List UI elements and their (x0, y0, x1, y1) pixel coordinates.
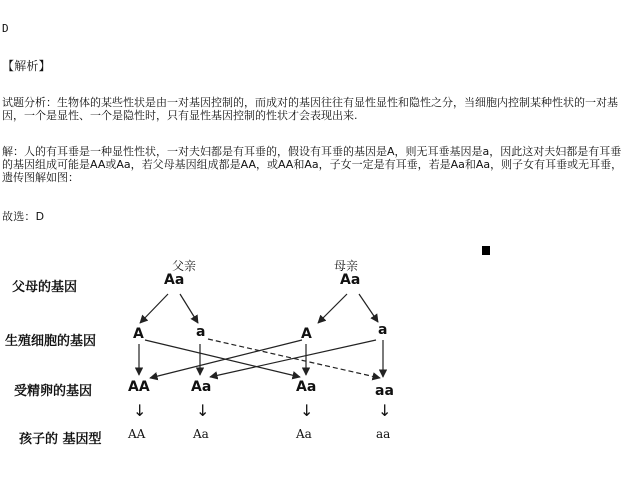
zygote-Aa-2: Aa (296, 379, 317, 395)
down-arrow-icon: ↓ (378, 401, 392, 420)
zygote-aa: aa (375, 383, 394, 399)
line-fA-to-Aa3 (145, 340, 300, 377)
row-label-children: 孩子的 基因型 (19, 432, 102, 447)
row-label-gametes: 生殖细胞的基因 (5, 334, 97, 349)
mother-gamete-a: a (378, 322, 388, 338)
down-arrow-icon: ↓ (300, 401, 314, 420)
child-genotype-AA: AA (128, 427, 146, 441)
section-title: 【解析】 (2, 59, 51, 73)
line-mother-to-a (359, 294, 378, 322)
father-gamete-a: a (196, 324, 206, 340)
child-genotype-aa: aa (376, 427, 391, 441)
father-gamete-A: A (133, 326, 144, 342)
child-genotype-Aa-2: Aa (296, 427, 312, 441)
mother-label: 母亲 (334, 259, 359, 273)
father-label: 父亲 (172, 259, 197, 273)
conclusion-text: 故选：D (2, 210, 45, 223)
line-father-to-A (140, 294, 168, 323)
father-genotype: Aa (164, 272, 185, 288)
line-father-to-a (180, 294, 198, 323)
answer-text: D (2, 22, 9, 35)
child-genotype-Aa-1: Aa (193, 427, 209, 441)
row-label-zygotes: 受精卵的基因 (14, 384, 93, 399)
line-mother-to-A (318, 294, 347, 323)
zygote-Aa-1: Aa (191, 379, 212, 395)
zygote-AA: AA (128, 379, 150, 395)
solution-paragraph: 解：人的有耳垂是一种显性性状，一对夫妇都是有耳垂的，假设有耳垂的基因是A，则无耳垂基因是a，因此这对夫妇都是有耳垂的基因组成可能是AA或Aa，若父母基因组成都是AA，或AA和Aa，子女一定是有耳垂，若是Aa和Aa，则子女有耳垂或无耳垂，遗传图解如图： (2, 145, 623, 184)
down-arrow-icon: ↓ (196, 401, 210, 420)
down-arrow-icon: ↓ (133, 401, 147, 420)
mother-gamete-A: A (301, 326, 312, 342)
row-label-parents: 父母的基因 (12, 280, 78, 295)
analysis-paragraph: 试题分析：生物体的某些性状是由一对基因控制的，而成对的基因往往有显性显性和隐性之分，当细胞内控制某种性状的一对基因，一个是显性、一个是隐性时，只有显性基因控制的性状才会表现出来. (2, 96, 618, 122)
mother-genotype: Aa (340, 272, 361, 288)
